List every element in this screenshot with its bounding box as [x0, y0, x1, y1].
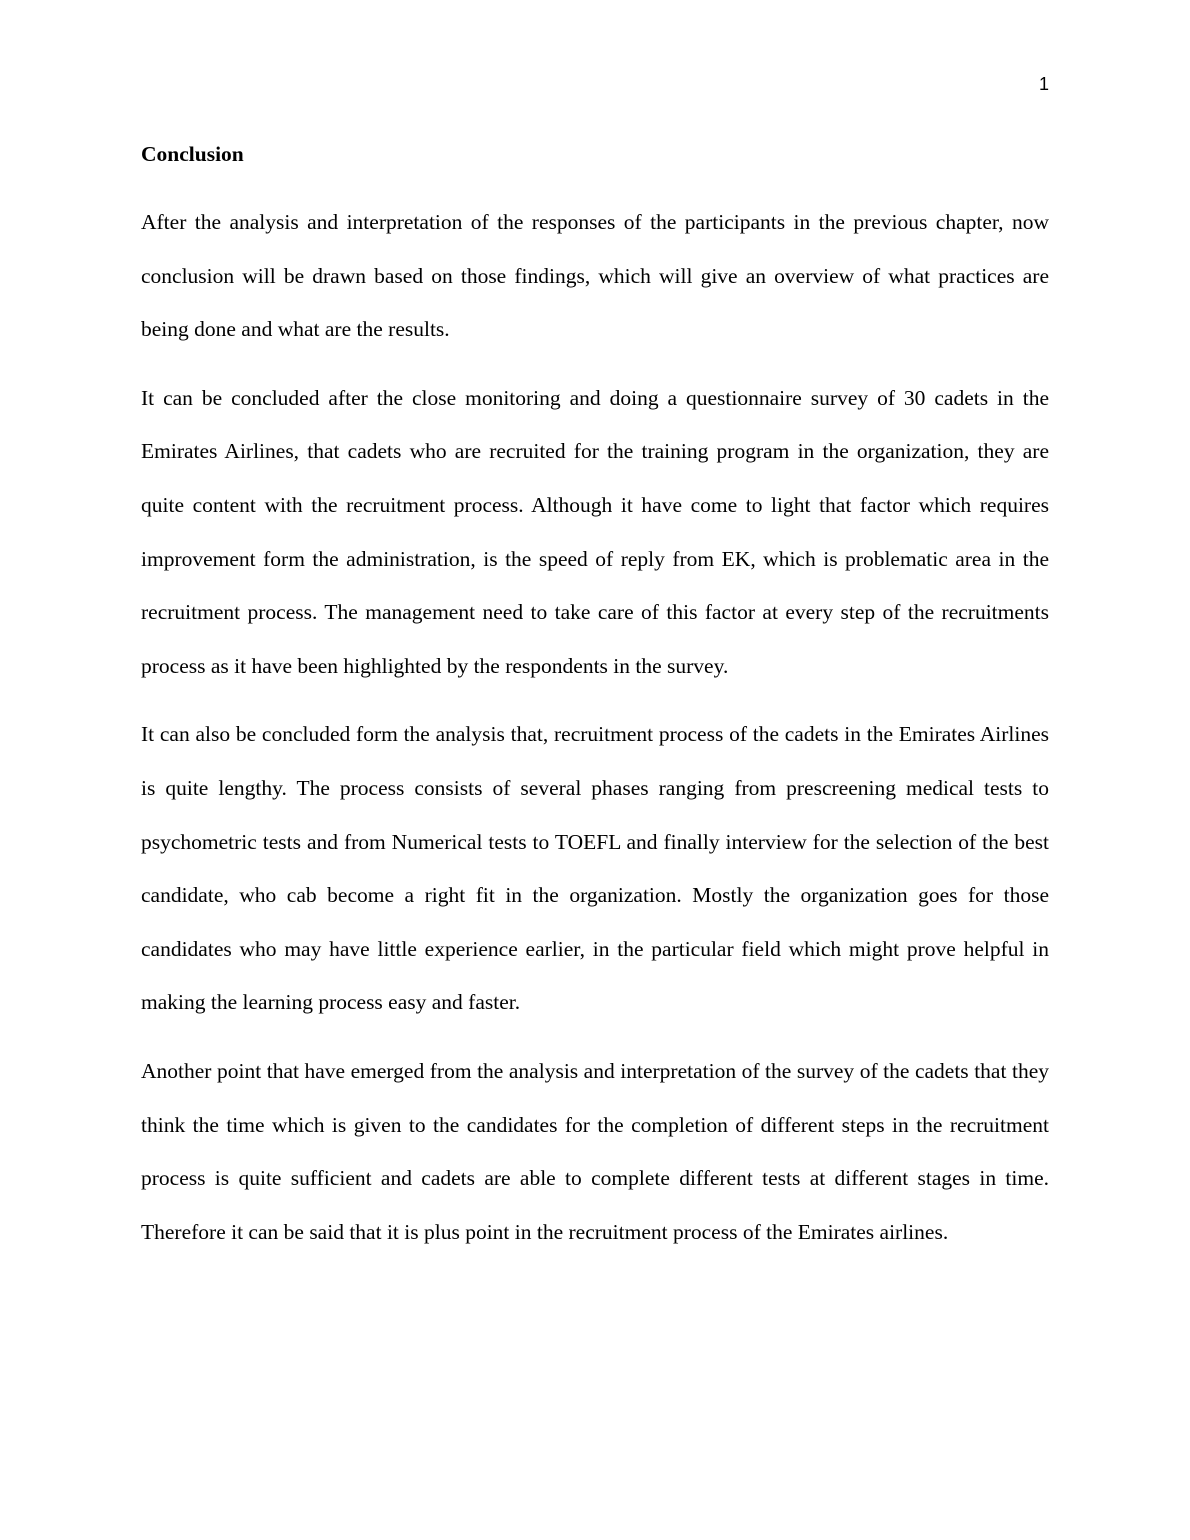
section-heading: Conclusion: [141, 142, 244, 166]
page-number: 1: [1038, 74, 1049, 94]
paragraph-recruitment-process: It can also be concluded form the analysis that, recruitment process of the cadets in the Emirates Airlines is quite lengthy. The process consists of several phases ranging from prescreening medical tests to psychometric tests and from Numerical tests to TOEFL and finally interview for the selection of the best candidate, who cab become a right fit in the organization. Mostly the organization goes for those candidates who may have little experience earlier, in the particular field which might prove helpful in making the learning process easy and faster.: [141, 722, 1049, 1015]
paragraph-survey-findings: It can be concluded after the close monitoring and doing a questionnaire survey of 30 cadets in the Emirates Airlines, that cadets who are recruited for the training program in the organization, they are quite content with the recruitment process. Although it have come to light that factor which requires improvement form the administration, is the speed of reply from EK, which is problematic area in the recruitment process. The management need to take care of this factor at every step of the recruitments process as it have been highlighted by the respondents in the survey.: [141, 385, 1049, 678]
document-body: [141, 140, 1049, 1274]
paragraph-time-sufficiency: Another point that have emerged from the analysis and interpretation of the survey of the cadets that they think the time which is given to the candidates for the completion of different steps in the recruitment process is quite sufficient and cadets are able to complete different tests at different stages in time. Therefore it can be said that it is plus point in the recruitment process of the Emirates airlines.: [141, 1058, 1049, 1244]
paragraph-intro: After the analysis and interpretation of the responses of the participants in the previous chapter, now conclusion will be drawn based on those findings, which will give an overview of what practices are being done and what are the results.: [141, 210, 1049, 342]
